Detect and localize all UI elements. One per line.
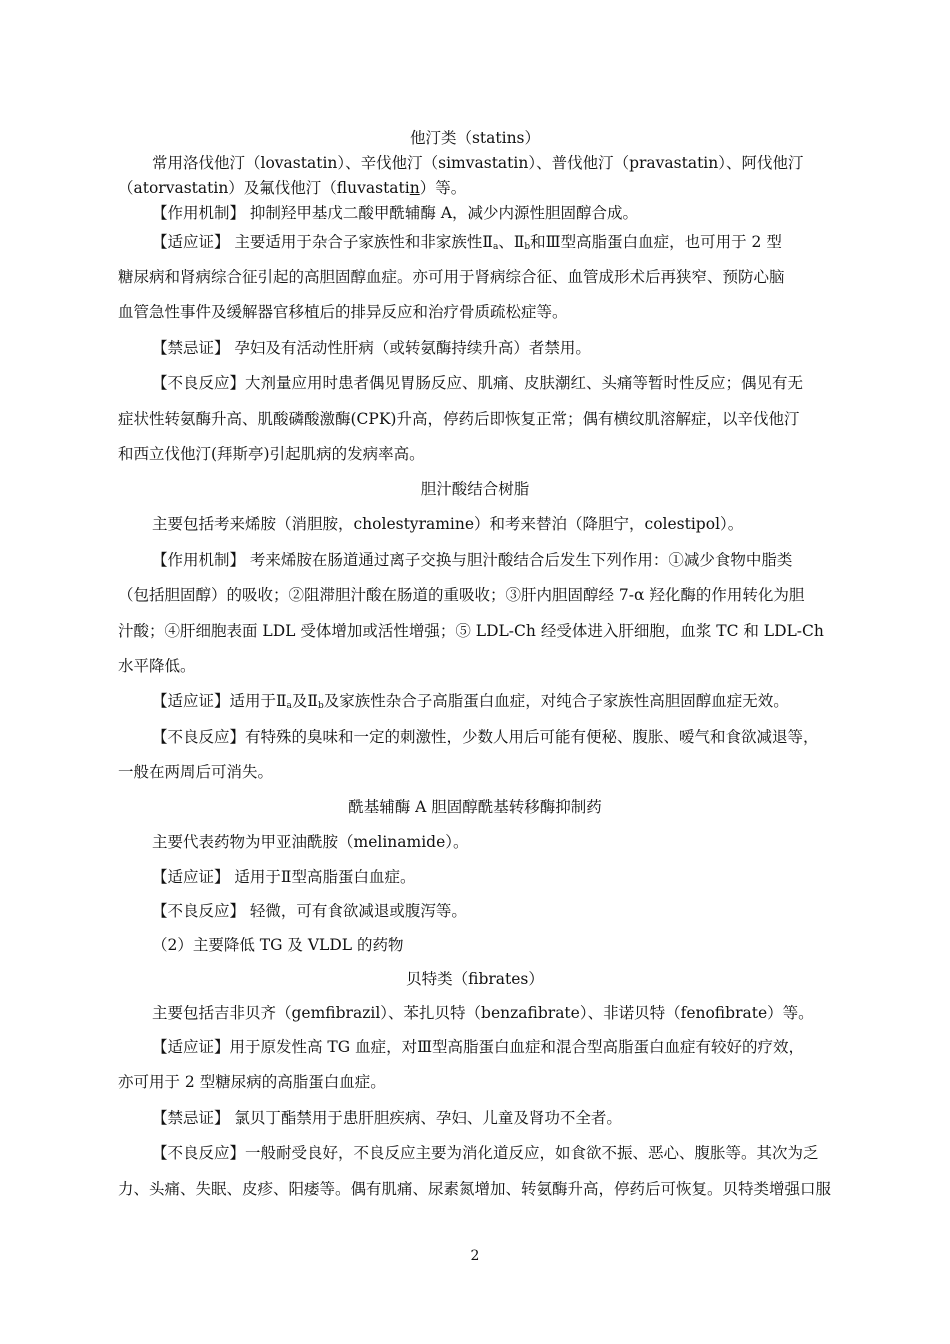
section-heading-acat: 酰基辅酶 A 胆固醇酰基转移酶抑制药: [348, 798, 602, 816]
section-heading-fibrates: 贝特类（fibrates）: [406, 970, 544, 988]
paragraph-acat-indication: 【适应证】 适用于Ⅱ型高脂蛋白血症。: [152, 868, 416, 886]
paragraph-fibrates-indication-1: 【适应证】用于原发性高 TG 血症，对Ⅲ型高脂蛋白血症和混合型高脂蛋白血症有较好的疗效，: [152, 1038, 805, 1056]
paragraph-statins-indication-1: 【适应证】 主要适用于杂合子家族性和非家族性$Ⅱ_a$、$Ⅱ_b$和Ⅲ型高脂蛋白血症，也可用于 2 型: [152, 233, 782, 252]
paragraph-resins-adverse-1: 【不良反应】有特殊的臭味和一定的刺激性，少数人用后可能有便秘、腹胀、嗳气和食欲减退等，: [152, 728, 819, 746]
paragraph-statins-contraindication: 【禁忌证】 孕妇及有活动性肝病（或转氨酶持续升高）者禁用。: [152, 339, 591, 357]
paragraph-fibrates-contraindication: 【禁忌证】 氯贝丁酯禁用于患肝胆疾病、孕妇、儿童及肾功不全者。: [152, 1109, 622, 1127]
paragraph-statins-indication-2: 糖尿病和肾病综合征引起的高胆固醇血症。亦可用于肾病综合征、血管成形术后再狭窄、预防心脑: [118, 268, 785, 286]
section-heading-statins: 他汀类（statins）: [409, 129, 541, 147]
paragraph-resins-mechanism-3: 汁酸；④肝细胞表面 LDL 受体增加或活性增强；⑤ LDL-Ch 经受体进入肝细胞，血浆 TC 和 LDL-Ch: [118, 622, 824, 640]
section-heading-resins: 胆汁酸结合树脂: [420, 480, 530, 498]
paragraph-resins-indication: 【适应证】适用于$Ⅱ_a$及$Ⅱ_b$及家族性杂合子高脂蛋白血症，对纯合子家族性高胆固醇血症无效。: [152, 692, 789, 711]
paragraph-statins-mechanism: 【作用机制】 抑制羟甲基戊二酸甲酰辅酶 A，减少内源性胆固醇合成。: [152, 204, 639, 222]
paragraph-acat-adverse: 【不良反应】 轻微，可有食欲减退或腹泻等。: [152, 902, 467, 920]
subsection-heading-tg-vldl: （2）主要降低 TG 及 VLDL 的药物: [152, 936, 404, 954]
paragraph-fibrates-intro: 主要包括吉非贝齐（gemfibrazil）、苯扎贝特（benzafibrate）、非诺贝特（fenofibrate）等。: [152, 1004, 814, 1022]
paragraph-resins-mechanism-2: （包括胆固醇）的吸收；②阻滞胆汁酸在肠道的重吸收；③肝内胆固醇经 7-α 羟化酶的作用转化为胆: [118, 586, 805, 604]
paragraph-statins-adverse-2: 症状性转氨酶升高、肌酸磷酸激酶(CPK)升高，停药后即恢复正常；偶有横纹肌溶解症，以辛伐他汀: [118, 410, 800, 428]
paragraph-fibrates-indication-2: 亦可用于 2 型糖尿病的高脂蛋白血症。: [118, 1073, 386, 1091]
paragraph-resins-mechanism-4: 水平降低。: [118, 657, 196, 675]
paragraph-fibrates-adverse-1: 【不良反应】一般耐受良好，不良反应主要为消化道反应，如食欲不振、恶心、腹胀等。其次为乏: [152, 1144, 819, 1162]
paragraph-statins-indication-3: 血管急性事件及缓解器官移植后的排异反应和治疗骨质疏松症等。: [118, 303, 568, 321]
paragraph-fibrates-adverse-2: 力、头痛、失眠、皮疹、阳痿等。偶有肌痛、尿素氮增加、转氨酶升高，停药后可恢复。贝特类增强口服: [118, 1180, 832, 1198]
paragraph-statins-adverse-3: 和西立伐他汀(拜斯亭)引起肌病的发病率高。: [118, 445, 425, 463]
paragraph-statins-intro-2: （atorvastatin）及氟伐他汀（fluvastatin）等。: [118, 179, 467, 197]
page-number: 2: [470, 1248, 480, 1264]
paragraph-acat-intro: 主要代表药物为甲亚油酰胺（melinamide）。: [152, 833, 469, 851]
paragraph-resins-intro: 主要包括考来烯胺（消胆胺，cholestyramine）和考来替泊（降胆宁，colestipol）。: [152, 515, 744, 533]
paragraph-resins-mechanism-1: 【作用机制】 考来烯胺在肠道通过离子交换与胆汁酸结合后发生下列作用：①减少食物中脂类: [152, 551, 793, 569]
paragraph-statins-adverse-1: 【不良反应】大剂量应用时患者偶见胃肠反应、肌痛、皮肤潮红、头痛等暂时性反应；偶见有无: [152, 374, 804, 392]
paragraph-statins-intro-1: 常用洛伐他汀（lovastatin）、辛伐他汀（simvastatin）、普伐他汀（pravastatin）、阿伐他汀: [152, 154, 804, 172]
paragraph-resins-adverse-2: 一般在两周后可消失。: [118, 763, 274, 781]
